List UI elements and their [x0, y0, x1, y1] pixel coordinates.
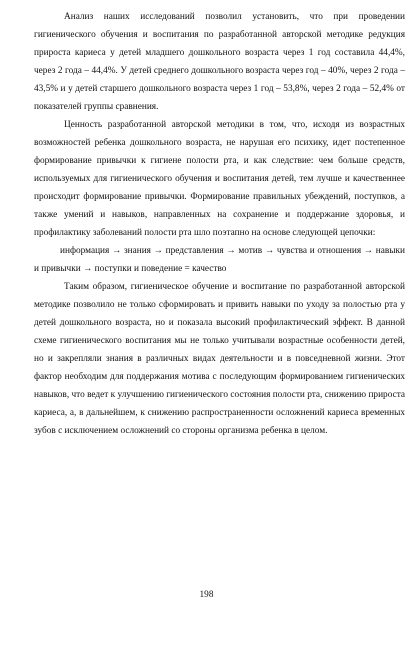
paragraph-chain: информация → знания → представления → мотив → чувства и отношения → навыки и привычки → поступки и поведение = качество [34, 246, 405, 274]
paragraph-conclusion: Таким образом, гигиеническое обучение и воспитание по разработанной авторской методике позволило не только сформировать и привить навыки по уходу за полостью рта у детей дошкольного возраста, но и показала высокий профилактический эффект. В данной схеме гигиенического воспитания мы не только учитывали возрастные особенности детей, но и закрепляли знания в различных видах деятельности и в повседневной жизни. Этот фактор необходим для поддержания мотива с последующим формированием гигиенических навыков, что ведет к улучшению гигиенического состояния полости рта, снижению прироста кариеса, а, в дальнейшем, к снижению распространенности осложнений кариеса временных зубов с исключением осложнений со стороны организма ребенка в целом. [34, 282, 405, 436]
paragraph-results: Анализ наших исследований позволил установить, что при проведении гигиенического обучения и воспитания по разработанной авторской методике редукция прироста кариеса у детей младшего дошкольного возраста через 1 год составила 44,4%, через 2 года – 44,4%. У детей среднего дошкольного возраста через год – 40%, через 2 года – 43,5% и у детей старшего дошкольного возраста через 1 год – 53,8%, через 2 года – 52,4% от показателей группы сравнения. [34, 12, 405, 112]
page-number: 198 [199, 590, 214, 600]
paragraph-method-value: Ценность разработанной авторской методики в том, что, исходя из возрастных возможностей ребенка дошкольного возраста, не нарушая его психику, идет постепенное формирование привычки к гигиене полости рта, и как следствие: чем больше средств, используемых для гигиенического обучения и воспитания детей, тем лучше и качественнее происходит формирование привычки. Формирование правильных убеждений, поступков, а также умений и навыков, направленных на сохранение и поддержание здоровья, и профилактику заболеваний полости рта шло поэтапно на основе следующей цепочки: [34, 120, 405, 238]
